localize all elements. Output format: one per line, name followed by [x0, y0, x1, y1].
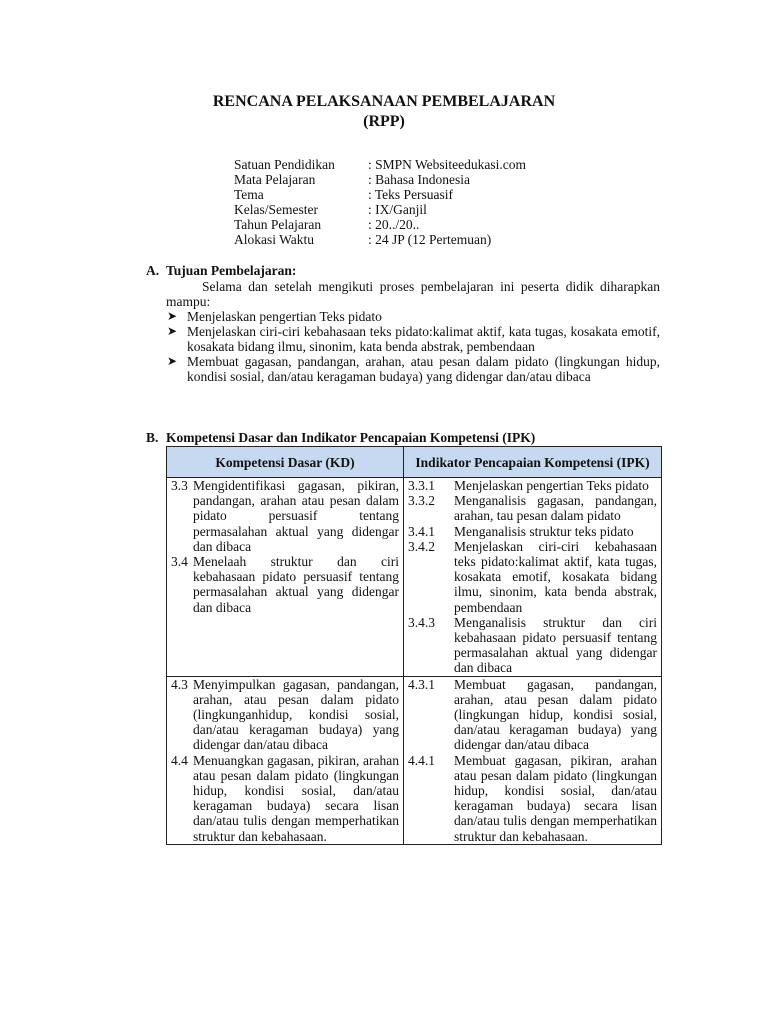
kd-entry [171, 478, 399, 554]
kd-entry [171, 554, 399, 615]
identity-row [234, 202, 526, 217]
identity-value: : SMPN Websiteedukasi.com [368, 157, 527, 172]
ipk-text: Menganalisis struktur dan ciri kebahasaan pidato persuasif tentang permasalahan aktual yang didengar dan dibaca [454, 614, 657, 676]
ipk-cell [404, 676, 662, 844]
ipk-entry [408, 677, 657, 753]
ipk-entry [408, 493, 657, 523]
kd-number: 3.4 [171, 554, 188, 570]
competency-table [166, 446, 662, 845]
ipk-number: 3.4.3 [408, 614, 435, 630]
kd-text: Mengidentifikasi gagasan, pikiran, pandangan, arahan atau pesan dalam pidato persuasif tentang permasalahan aktual yang didengar dan dibaca [193, 478, 399, 554]
identity-label: Mata Pelajaran [234, 172, 316, 187]
objectives-list [166, 309, 660, 384]
arrow-bullet-icon: ➤ [167, 324, 178, 338]
header-ipk: Indikator Pencapaian Kompetensi (IPK) [404, 447, 662, 478]
identity-row [234, 187, 526, 202]
identity-label: Tema [234, 187, 264, 202]
identity-block [234, 157, 526, 247]
ipk-text: Membuat gagasan, pandangan, arahan, atau pesan dalam pidato (lingkungan hidup, kondisi sosial, dan/atau keragaman budaya) yang didengar dan/atau dibaca [454, 676, 657, 753]
ipk-number: 3.3.1 [408, 478, 435, 493]
section-title: Tujuan Pembelajaran: [166, 263, 297, 278]
kd-number: 3.3 [171, 478, 188, 493]
identity-label: Alokasi Waktu [234, 232, 315, 247]
kd-number: 4.4 [171, 752, 188, 768]
kd-cell [167, 478, 404, 677]
document-subtitle: (RPP) [363, 113, 405, 130]
ipk-entry [408, 753, 657, 844]
list-item-text: Membuat gagasan, pandangan, arahan, atau pesan dalam pidato (lingkungan hidup, kondisi sosial, dan/atau keragaman budaya) yang didengar dan/atau dibaca [187, 354, 660, 384]
kd-text: Menelaah struktur dan ciri kebahasaan pidato persuasif tentang permasalahan aktual yang didengar dan dibaca [193, 554, 399, 615]
identity-label: Tahun Pelajaran [234, 217, 322, 232]
list-item [166, 309, 660, 324]
ipk-text: Membuat gagasan, pikiran, arahan atau pesan dalam pidato (lingkungan hidup, kondisi sosial, dan/atau keragaman budaya) secara lisan dan/atau tulis dengan memperhatikan struktur dan kebahasaan. [454, 752, 657, 844]
arrow-bullet-icon: ➤ [167, 309, 178, 323]
section-letter: A. [146, 263, 160, 278]
identity-row [234, 157, 526, 172]
kd-number: 4.3 [171, 676, 188, 692]
ipk-cell [404, 478, 662, 677]
ipk-entry [408, 524, 657, 539]
kd-entry [171, 753, 399, 844]
identity-value: : 20../20.. [368, 217, 420, 232]
kd-entry [171, 677, 399, 753]
identity-label: Satuan Pendidikan [234, 157, 335, 172]
header-kd: Kompetensi Dasar (KD) [167, 447, 404, 478]
document-title: RENCANA PELAKSANAAN PEMBELAJARAN [212, 93, 556, 110]
identity-value: : Teks Persuasif [368, 187, 454, 202]
ipk-text: Menjelaskan pengertian Teks pidato [454, 478, 649, 493]
identity-row [234, 172, 526, 187]
list-item-text: Menjelaskan pengertian Teks pidato [187, 309, 382, 324]
arrow-bullet-icon: ➤ [167, 354, 178, 368]
identity-value: : IX/Ganjil [368, 202, 427, 217]
ipk-number: 3.4.2 [408, 538, 435, 554]
identity-value: : Bahasa Indonesia [368, 172, 470, 187]
identity-value: : 24 JP (12 Pertemuan) [368, 232, 492, 247]
section-a-heading [146, 263, 296, 278]
ipk-number: 4.3.1 [408, 676, 435, 692]
ipk-text: Menjelaskan ciri-ciri kebahasaan teks pidato:kalimat aktif, kata tugas, kosakata emotif, kosakata bidang ilmu, sinonim, kata benda abstrak, pembendaan [454, 538, 657, 615]
section-a-intro: Selama dan setelah mengikuti proses pembelajaran ini peserta didik diharapkan mampu: [166, 279, 660, 309]
ipk-entry [408, 539, 657, 615]
ipk-text: Menganalisis gagasan, pandangan, arahan, tau pesan dalam pidato [454, 493, 657, 524]
ipk-text: Menganalisis struktur teks pidato [454, 523, 634, 539]
ipk-number: 4.4.1 [408, 752, 435, 768]
table-row [167, 676, 662, 844]
table-row [167, 478, 662, 677]
section-letter: B. [146, 430, 159, 445]
identity-row [234, 232, 526, 247]
table-header-row [167, 447, 662, 478]
kd-cell [167, 676, 404, 844]
list-item-text: Menjelaskan ciri-ciri kebahasaan teks pidato:kalimat aktif, kata tugas, kosakata emotif, kosakata bidang ilmu, sinonim, kata benda abstrak, pembendaan [187, 324, 660, 354]
list-item [166, 324, 660, 354]
identity-row [234, 217, 526, 232]
identity-label: Kelas/Semester [234, 202, 318, 217]
kd-text: Menyimpulkan gagasan, pandangan, arahan, atau pesan dalam pidato (lingkunganhidup, kondisi sosial, dan/atau keragaman budaya) yang didengar dan/atau dibaca [193, 676, 399, 753]
ipk-number: 3.3.2 [408, 493, 435, 509]
ipk-entry [408, 615, 657, 676]
section-b-heading [146, 430, 535, 445]
ipk-number: 3.4.1 [408, 523, 435, 539]
ipk-entry [408, 478, 657, 493]
section-title: Kompetensi Dasar dan Indikator Pencapaian Kompetensi (IPK) [166, 430, 536, 445]
list-item [166, 354, 660, 384]
kd-text: Menuangkan gagasan, pikiran, arahan atau pesan dalam pidato (lingkungan hidup, kondisi sosial, dan/atau keragaman budaya) secara lisan dan/atau tulis dengan memperhatikan struktur dan kebahasaan. [193, 752, 399, 844]
